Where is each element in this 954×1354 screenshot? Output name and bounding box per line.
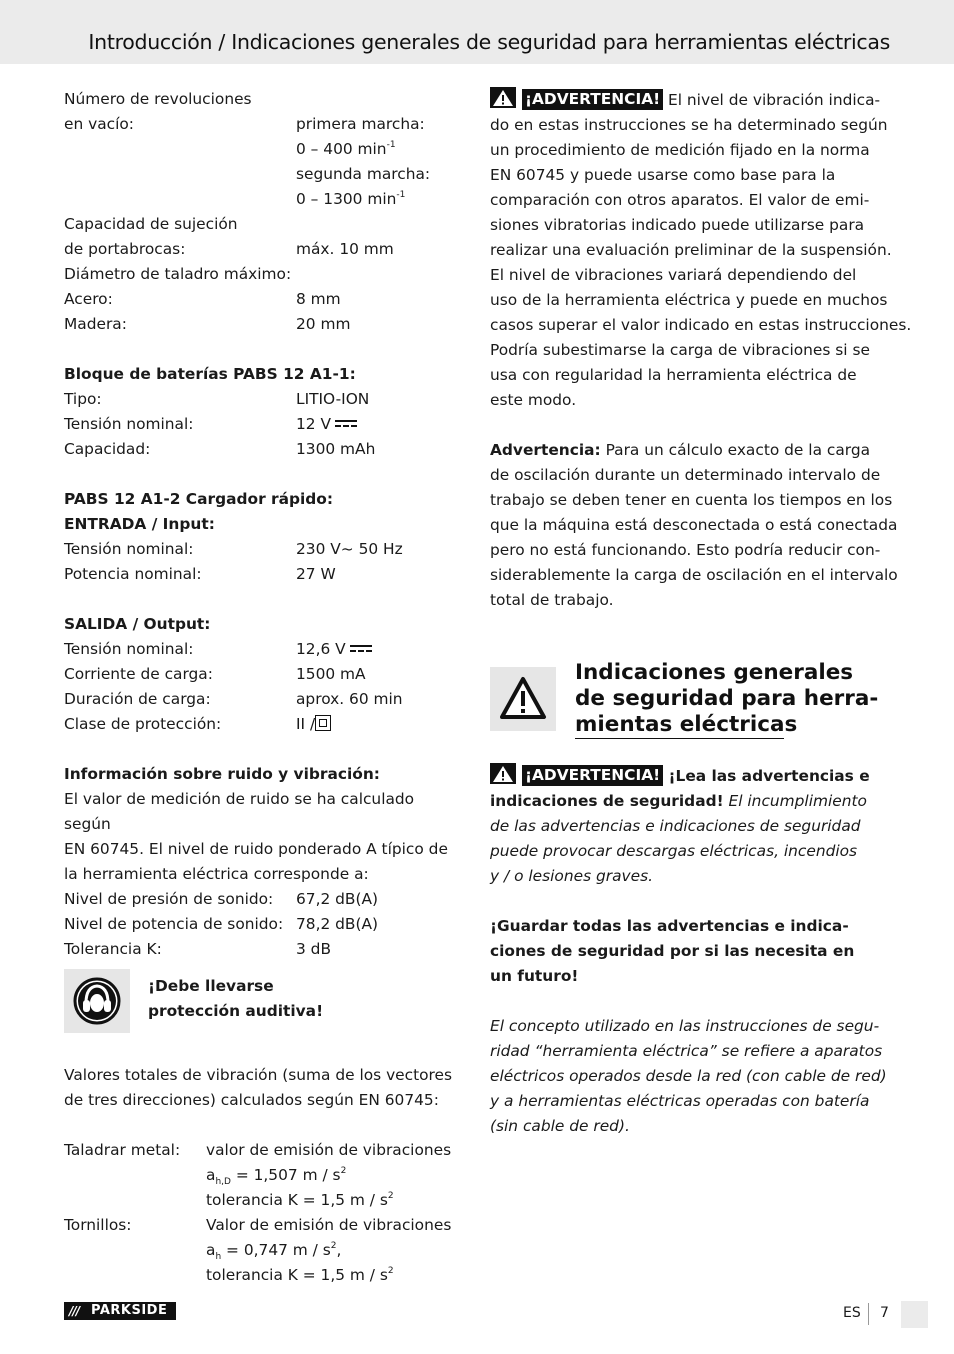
spec-value: 230 V~ 50 Hz: [296, 540, 403, 558]
spec-row: [64, 562, 464, 587]
input-heading: ENTRADA / Input:: [64, 515, 215, 533]
spec-label: Potencia nominal:: [64, 565, 202, 583]
exponent: -1: [386, 139, 396, 150]
spec-label: Tolerancia K:: [64, 940, 162, 958]
spec-row: [64, 937, 464, 962]
noise-heading: Información sobre ruido y vibración:: [64, 765, 380, 783]
spec-label: de portabrocas:: [64, 240, 186, 258]
vibration-row: [64, 1163, 464, 1188]
keep-instructions-line: ¡Guardar todas las advertencias e indica-: [490, 917, 849, 935]
noise-line: la herramienta eléctrica corresponde a:: [64, 865, 369, 883]
warning-triangle-icon: [490, 87, 516, 108]
vibration-label: Taladrar metal:: [64, 1141, 181, 1159]
vibration-row: [64, 1138, 464, 1163]
vibration-value: = 0,747 m / s: [221, 1241, 331, 1259]
ear-protection-text: [148, 974, 448, 1024]
vibration-section: [64, 1063, 464, 1288]
charger-heading: PABS 12 A1-2 Cargador rápido:: [64, 490, 334, 508]
spec-value: [296, 237, 394, 262]
spec-value: 3 dB: [296, 940, 332, 958]
spec-row: [64, 287, 464, 312]
page-number: 7: [880, 1305, 889, 1321]
spec-value: [296, 312, 350, 337]
text-line: uso de la herramienta eléctrica y puede en muchos: [490, 291, 888, 309]
footer-divider: [868, 1303, 869, 1325]
output-heading: SALIDA / Output:: [64, 615, 211, 633]
noise-line: EN 60745. El nivel de ruido ponderado A típico de: [64, 840, 448, 858]
spec-label: Capacidad de sujeción: [64, 215, 238, 233]
spec-value: [296, 112, 425, 137]
vibration-label: Tornillos:: [64, 1216, 132, 1234]
text-line: usa con regularidad la herramienta eléctrica de: [490, 366, 857, 384]
spec-label: Diámetro de taladro máximo:: [64, 265, 292, 283]
warning-italic-line: puede provocar descargas eléctricas, incendios: [490, 842, 858, 860]
vibration-value: valor de emisión de vibraciones: [206, 1141, 452, 1159]
section-heading: [575, 660, 895, 738]
concept-line: y a herramientas eléctricas operadas con batería: [490, 1092, 870, 1110]
safety-section: [490, 763, 890, 1139]
spec-value: aprox. 60 min: [296, 690, 403, 708]
advertencia-paragraph: [490, 438, 890, 463]
vibration-row: [64, 1238, 464, 1263]
spec-label: Tensión nominal:: [64, 540, 194, 558]
section-heading-line: Indicaciones generales: [575, 660, 854, 685]
ear-protection-line: ¡Debe llevarse: [148, 977, 274, 995]
spec-row: [64, 912, 464, 937]
spec-row: [64, 412, 464, 437]
spec-value-text: 8 mm: [296, 290, 341, 308]
text-line: siones vibratorias indicado puede utilizarse para: [490, 216, 865, 234]
spec-label: Corriente de carga:: [64, 665, 213, 683]
spec-label: Duración de carga:: [64, 690, 211, 708]
text-line: El nivel de vibraciones variará dependiendo del: [490, 266, 857, 284]
warning-bold-text: ¡Lea las advertencias e: [663, 767, 870, 785]
spec-row: [64, 387, 464, 412]
spec-value-text: 0 – 1300 min: [296, 190, 397, 208]
warning-italic-line: y / o lesiones graves.: [490, 867, 653, 885]
right-column: [490, 87, 912, 613]
vibration-tolerance: tolerancia K = 1,5 m / s: [206, 1191, 388, 1209]
spec-label: Acero:: [64, 290, 113, 308]
keep-instructions-line: un futuro!: [490, 967, 579, 985]
spec-value: 12 V: [296, 415, 332, 433]
text-line: que la máquina está desconectada o está conectada: [490, 516, 898, 534]
warning-text: El nivel de vibración indica-: [663, 91, 881, 109]
text-line: total de trabajo.: [490, 591, 614, 609]
spec-row: [64, 87, 464, 112]
left-column: [64, 87, 464, 962]
spec-row: [64, 662, 464, 687]
logo-text: PARKSIDE: [91, 1303, 168, 1318]
warning-badge: ¡ADVERTENCIA!: [522, 89, 663, 110]
spec-value: LITIO-ION: [296, 390, 370, 408]
spec-label: Capacidad:: [64, 440, 151, 458]
spec-value: 12,6 V: [296, 640, 346, 658]
keep-instructions-line: ciones de seguridad por si las necesita en: [490, 942, 855, 960]
text-line: comparación con otros aparatos. El valor de emi-: [490, 191, 870, 209]
dc-symbol-icon: [335, 418, 357, 428]
spec-value: 27 W: [296, 565, 336, 583]
spec-value-text: 20 mm: [296, 315, 351, 333]
spec-row: [64, 537, 464, 562]
vibration-line: Valores totales de vibración (suma de los vectores: [64, 1066, 453, 1084]
spec-label: Madera:: [64, 315, 127, 333]
text-line: do en estas instrucciones se ha determinado según: [490, 116, 888, 134]
ear-protection-icon: [64, 969, 130, 1033]
vibration-subscript: h: [215, 1252, 222, 1263]
spec-value: [296, 187, 405, 212]
spec-row: [64, 187, 464, 212]
spec-value: 1500 mA: [296, 665, 366, 683]
spec-value: [296, 137, 396, 162]
ear-protection-line: protección auditiva!: [148, 1002, 324, 1020]
text-line: pero no está funcionando. Esto podría reducir con-: [490, 541, 881, 559]
spec-row: [64, 637, 464, 662]
advertencia-text: Para un cálculo exacto de la carga: [600, 441, 871, 459]
exponent: 2: [340, 1165, 347, 1176]
spec-table: [64, 87, 464, 337]
dc-symbol-icon: [350, 643, 372, 653]
vibration-value: = 1,507 m / s: [230, 1166, 341, 1184]
spec-value-text: primera marcha:: [296, 115, 425, 133]
spec-row: [64, 237, 464, 262]
section-underline: [575, 738, 784, 739]
text-line: siderablemente la carga de oscilación en el intervalo: [490, 566, 898, 584]
spec-value: [296, 162, 430, 187]
text-line: trabajo se deben tener en cuenta los tiempos en los: [490, 491, 893, 509]
text-line: casos superar el valor indicado en estas instrucciones.: [490, 316, 912, 334]
warning-badge: ¡ADVERTENCIA!: [522, 765, 663, 786]
exponent: 2: [387, 1190, 394, 1201]
warning2-line: [490, 763, 890, 789]
advertencia-label: Advertencia:: [490, 441, 601, 459]
spec-row: [64, 687, 464, 712]
spec-label: Clase de protección:: [64, 715, 222, 733]
spec-label: Tipo:: [64, 390, 102, 408]
spec-label: Tensión nominal:: [64, 640, 194, 658]
section-heading-line: de seguridad para herra-: [575, 686, 879, 711]
spec-row: [64, 162, 464, 187]
vibration-subscript: h,D: [215, 1177, 231, 1188]
spec-label: Tensión nominal:: [64, 415, 194, 433]
exponent: -1: [396, 189, 406, 200]
warning-section-icon: [490, 667, 556, 731]
spec-value-text: máx. 10 mm: [296, 240, 394, 258]
spec-row: [64, 137, 464, 162]
warning-bold-text: indicaciones de seguridad!: [490, 792, 724, 810]
spec-label: Número de revoluciones: [64, 90, 252, 108]
concept-line: ridad “herramienta eléctrica” se refiere a aparatos: [490, 1042, 883, 1060]
warning-italic-text: El incumplimiento: [723, 792, 867, 810]
spec-value: II /: [296, 715, 316, 733]
spec-row: [64, 262, 464, 287]
vibration-tolerance: tolerancia K = 1,5 m / s: [206, 1266, 388, 1284]
spec-label: Nivel de presión de sonido:: [64, 890, 274, 908]
text-line: realizar una evaluación preliminar de la suspensión.: [490, 241, 892, 259]
spec-value: 67,2 dB(A): [296, 890, 379, 908]
punctuation: ,: [336, 1241, 342, 1259]
vibration-row: [64, 1263, 464, 1288]
battery-heading: Bloque de baterías PABS 12 A1-1:: [64, 365, 356, 383]
exponent: 2: [330, 1240, 337, 1251]
spec-value: [296, 287, 341, 312]
spec-row: [64, 887, 464, 912]
exponent: 2: [387, 1265, 394, 1276]
spec-label: Nivel de potencia de sonido:: [64, 915, 284, 933]
spec-row: [64, 212, 464, 237]
text-line: un procedimiento de medición fijado en la norma: [490, 141, 870, 159]
spec-value-text: segunda marcha:: [296, 165, 431, 183]
vibration-row: [64, 1213, 464, 1238]
spec-value: 78,2 dB(A): [296, 915, 379, 933]
text-line: de oscilación durante un determinado intervalo de: [490, 466, 881, 484]
spec-label: en vacío:: [64, 115, 134, 133]
protection-class-icon: [315, 715, 331, 731]
spec-value: 1300 mAh: [296, 440, 376, 458]
text-line: EN 60745 y puede usarse como base para la: [490, 166, 836, 184]
noise-line: El valor de medición de ruido se ha calculado según: [64, 790, 415, 833]
footer-tab: [901, 1301, 928, 1328]
language-code: ES: [843, 1305, 861, 1321]
advertencia-lines: [490, 463, 898, 613]
spec-value-text: 0 – 400 min: [296, 140, 387, 158]
warning2-line: [490, 789, 890, 814]
concept-line: (sin cable de red).: [490, 1117, 630, 1135]
page-title: Introducción / Indicaciones generales de seguridad para herramientas eléctricas: [88, 30, 890, 54]
vibration-symbol: a: [206, 1166, 216, 1184]
vibration-symbol: a: [206, 1241, 216, 1259]
vibration-value: Valor de emisión de vibraciones: [206, 1216, 452, 1234]
warning-triangle-icon: [490, 763, 516, 784]
text-line: este modo.: [490, 391, 577, 409]
spec-row: [64, 312, 464, 337]
text-line: Podría subestimarse la carga de vibraciones si se: [490, 341, 870, 359]
concept-line: El concepto utilizado en las instrucciones de segu-: [490, 1017, 880, 1035]
concept-line: eléctricos operados desde la red (con cable de red): [490, 1067, 887, 1085]
warning-italic-line: de las advertencias e indicaciones de seguridad: [490, 817, 861, 835]
vibration-line: de tres direcciones) calculados según EN 60745:: [64, 1091, 439, 1109]
warning-paragraph: [490, 87, 890, 113]
parkside-logo: [64, 1302, 176, 1320]
logo-slashes: ///: [69, 1304, 80, 1318]
section-heading-line: mientas eléctricas: [575, 712, 798, 737]
warning-lines: [490, 113, 912, 413]
spec-row: [64, 712, 464, 737]
spec-row: [64, 112, 464, 137]
spec-row: [64, 437, 464, 462]
page-header: [0, 0, 954, 64]
vibration-row: [64, 1188, 464, 1213]
